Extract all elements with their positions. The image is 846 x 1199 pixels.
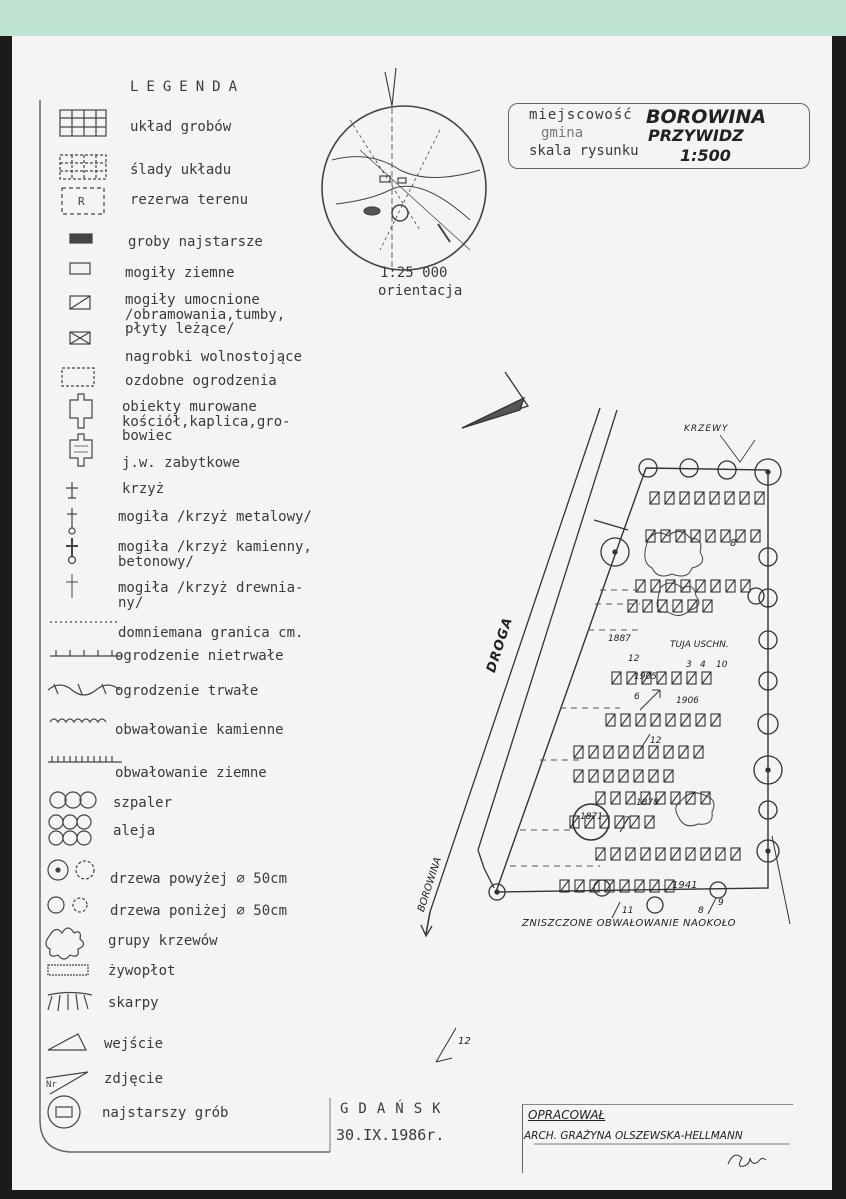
legend-label: ślady układu bbox=[130, 162, 232, 178]
stamp-gmina-value: PRZYWIDZ bbox=[648, 126, 744, 145]
legend-label: ogrodzenie trwałe bbox=[115, 683, 259, 699]
grave-marker-diagonal bbox=[679, 746, 688, 758]
legend-title: LEGENDA bbox=[130, 79, 246, 95]
footer-city: GDAŃSK bbox=[340, 1101, 451, 1117]
grave-marker-diagonal bbox=[694, 746, 703, 758]
photo-number: 12 bbox=[458, 1036, 471, 1047]
legend-label: wejście bbox=[104, 1036, 164, 1052]
grave-marker-diagonal bbox=[664, 746, 673, 758]
small-number: 8 bbox=[730, 538, 737, 549]
small-tree-icon bbox=[48, 897, 87, 913]
grave-marker-diagonal bbox=[703, 600, 712, 612]
grave-marker-diagonal bbox=[687, 672, 696, 684]
road-direction-label: BOROWINA bbox=[416, 856, 444, 914]
legend-label: ogrodzenie nietrwałe bbox=[115, 648, 284, 664]
grave-marker-diagonal bbox=[560, 880, 569, 892]
legend-label: ozdobne ogrodzenia bbox=[125, 373, 277, 389]
legend-label: obiekty murowane kościół,kaplica,gro- bowiec bbox=[122, 399, 291, 445]
grave-marker-diagonal bbox=[681, 714, 690, 726]
legend-label: krzyż bbox=[122, 481, 165, 497]
photo-direction-icon bbox=[46, 1072, 88, 1094]
legend-label: groby najstarsze bbox=[128, 234, 263, 250]
photo-number: 6 bbox=[634, 692, 640, 702]
grave-marker-diagonal bbox=[665, 492, 674, 504]
grave-marker-diagonal bbox=[641, 848, 650, 860]
legend-label: domniemana granica cm. bbox=[118, 625, 304, 641]
small-number: 3 bbox=[686, 660, 692, 670]
grave-marker-diagonal bbox=[696, 714, 705, 726]
stone-embankment-icon bbox=[50, 719, 106, 722]
photo-number: 12 bbox=[650, 736, 662, 746]
grave-markers bbox=[560, 492, 764, 892]
grave-marker-diagonal bbox=[649, 746, 658, 758]
legend-label: drzewa poniżej ∅ 50cm bbox=[110, 903, 288, 919]
grave-marker-diagonal bbox=[645, 816, 654, 828]
grave-marker-diagonal bbox=[710, 492, 719, 504]
grave-marker-diagonal bbox=[596, 792, 605, 804]
grave-marker-diagonal bbox=[741, 580, 750, 592]
grave-year: 1871 bbox=[580, 812, 603, 822]
slope-icon bbox=[48, 993, 92, 1012]
grave-year: 1905 bbox=[634, 672, 657, 682]
legend-label: aleja bbox=[113, 823, 156, 839]
perimeter-trees bbox=[489, 459, 782, 913]
legend-label: mogiła /krzyż kamienny, betonowy/ bbox=[118, 539, 312, 570]
entrance-icon bbox=[48, 1034, 86, 1050]
legend-label: j.w. zabytkowe bbox=[122, 455, 241, 471]
grave-marker-diagonal bbox=[671, 848, 680, 860]
grave-marker-diagonal bbox=[731, 848, 740, 860]
legend-label: obwałowanie ziemne bbox=[115, 765, 267, 781]
grave-marker-diagonal bbox=[596, 848, 605, 860]
grave-marker-diagonal bbox=[646, 530, 655, 542]
photo-number: 11 bbox=[622, 906, 634, 916]
earth-embankment-icon bbox=[48, 756, 122, 762]
reinforced-grave-icon bbox=[70, 296, 90, 309]
legend-label: mogiła /krzyż metalowy/ bbox=[118, 509, 312, 525]
grave-marker-diagonal bbox=[604, 770, 613, 782]
road-label: DROGA bbox=[484, 615, 517, 675]
footer-date: 30.IX.1986r. bbox=[336, 1126, 445, 1144]
grave-year: 1941 bbox=[672, 880, 698, 891]
grave-marker-diagonal bbox=[621, 714, 630, 726]
legend-label: skarpy bbox=[108, 995, 159, 1011]
grave-marker-diagonal bbox=[726, 580, 735, 592]
author-name: ARCH. GRAŻYNA OLSZEWSKA-HELLMANN bbox=[524, 1130, 743, 1142]
temporary-fence-icon bbox=[50, 650, 122, 656]
grave-marker-diagonal bbox=[604, 746, 613, 758]
shrubs-label: KRZEWY bbox=[684, 424, 729, 434]
wooden-cross-grave-icon bbox=[66, 574, 78, 598]
grave-marker-diagonal bbox=[626, 848, 635, 860]
legend-label: układ grobów bbox=[130, 119, 232, 135]
grave-marker-diagonal bbox=[706, 530, 715, 542]
alley-icon bbox=[49, 815, 91, 845]
legend-label: mogiła /krzyż drewnia- ny/ bbox=[118, 580, 304, 611]
grave-marker-diagonal bbox=[589, 746, 598, 758]
legend-label: najstarszy grób bbox=[102, 1105, 229, 1121]
grave-marker-diagonal bbox=[701, 848, 710, 860]
destroyed-embankment-label: ZNISZCZONE OBWAŁOWANIE NAOKOŁO bbox=[522, 918, 736, 929]
grave-marker-diagonal bbox=[686, 848, 695, 860]
grave-marker-diagonal bbox=[628, 600, 637, 612]
grave-year: 1906 bbox=[676, 696, 699, 706]
prepared-by-label: OPRACOWAŁ bbox=[528, 1108, 606, 1122]
grave-marker-diagonal bbox=[672, 672, 681, 684]
stamp-scale-value: 1:500 bbox=[680, 146, 731, 165]
photo-number: 12 bbox=[628, 654, 640, 664]
masonry-building-icon bbox=[70, 394, 92, 428]
grid-traces-icon bbox=[60, 155, 106, 179]
stamp-place-value: BOROWINA bbox=[646, 106, 767, 128]
grave-marker-diagonal bbox=[656, 848, 665, 860]
grave-marker-diagonal bbox=[664, 770, 673, 782]
grave-marker-diagonal bbox=[615, 816, 624, 828]
legend-label: żywopłot bbox=[108, 963, 176, 979]
grave-marker-diagonal bbox=[658, 600, 667, 612]
grave-marker-diagonal bbox=[574, 770, 583, 782]
oldest-graves-icon bbox=[70, 234, 92, 243]
hedge-icon bbox=[48, 965, 88, 975]
stone-cross-grave-icon bbox=[66, 538, 78, 564]
grave-marker-diagonal bbox=[695, 492, 704, 504]
grave-marker-diagonal bbox=[650, 492, 659, 504]
grave-marker-diagonal bbox=[619, 746, 628, 758]
svg-text:R: R bbox=[78, 195, 85, 208]
grave-marker-diagonal bbox=[716, 848, 725, 860]
legend-label: drzewa powyżej ∅ 50cm bbox=[110, 871, 288, 887]
grave-marker-diagonal bbox=[751, 530, 760, 542]
small-number: 10 bbox=[716, 660, 728, 670]
grave-marker-diagonal bbox=[736, 530, 745, 542]
grave-marker-diagonal bbox=[589, 770, 598, 782]
stamp-scale-label: skala rysunku bbox=[529, 143, 639, 159]
reserve-area-icon bbox=[62, 188, 104, 214]
grave-marker-diagonal bbox=[711, 714, 720, 726]
legend-label: rezerwa terenu bbox=[130, 192, 249, 208]
grave-marker-diagonal bbox=[611, 848, 620, 860]
grave-marker-diagonal bbox=[666, 714, 675, 726]
grave-marker-diagonal bbox=[651, 580, 660, 592]
legend-label: nagrobki wolnostojące bbox=[125, 349, 303, 365]
oldest-grave-icon bbox=[48, 1096, 80, 1128]
large-tree-icon bbox=[48, 860, 94, 880]
grave-marker-diagonal bbox=[636, 714, 645, 726]
grave-marker-diagonal bbox=[673, 600, 682, 612]
svg-text:Nr: Nr bbox=[46, 1080, 57, 1090]
legend-label: mogiły umocnione /obramowania,tumby, płyty leżące/ bbox=[125, 292, 286, 338]
photo-number: 8 bbox=[698, 906, 704, 916]
grave-marker-diagonal bbox=[574, 746, 583, 758]
permanent-fence-icon bbox=[48, 684, 120, 695]
grave-marker-diagonal bbox=[643, 600, 652, 612]
grave-marker-diagonal bbox=[740, 492, 749, 504]
legend-label: szpaler bbox=[113, 795, 173, 811]
historic-building-icon bbox=[70, 434, 92, 466]
grave-marker-diagonal bbox=[651, 714, 660, 726]
decorative-fence-icon bbox=[62, 368, 94, 386]
grave-marker-diagonal bbox=[688, 600, 697, 612]
grave-marker-diagonal bbox=[649, 770, 658, 782]
legend-label: zdjęcie bbox=[104, 1071, 164, 1087]
grave-marker-diagonal bbox=[696, 580, 705, 592]
grave-marker-diagonal bbox=[630, 816, 639, 828]
dead-thuja-label: TUJA USCHN. bbox=[670, 640, 729, 650]
stamp-place-label: miejscowość bbox=[529, 107, 633, 123]
grave-marker-diagonal bbox=[711, 580, 720, 592]
legend-label: obwałowanie kamienne bbox=[115, 722, 284, 738]
orientation-scale: 1:25 000 bbox=[380, 265, 448, 281]
grave-marker-diagonal bbox=[702, 672, 711, 684]
grave-year: 1887 bbox=[608, 634, 631, 644]
earth-grave-icon bbox=[70, 263, 90, 274]
grave-marker-diagonal bbox=[755, 492, 764, 504]
metal-cross-grave-icon bbox=[67, 508, 77, 534]
grave-marker-diagonal bbox=[666, 580, 675, 592]
shrub-group-icon bbox=[46, 928, 84, 959]
grave-marker-diagonal bbox=[657, 672, 666, 684]
grave-marker-diagonal bbox=[725, 492, 734, 504]
grave-marker-diagonal bbox=[619, 770, 628, 782]
orientation-map bbox=[322, 68, 486, 270]
grave-marker-diagonal bbox=[570, 816, 579, 828]
legend-label: grupy krzewów bbox=[108, 933, 218, 949]
grave-marker-diagonal bbox=[634, 770, 643, 782]
grave-marker-diagonal bbox=[680, 492, 689, 504]
road bbox=[421, 408, 628, 936]
grave-marker-diagonal bbox=[721, 530, 730, 542]
freestanding-tombstone-icon bbox=[70, 332, 90, 344]
photo-number: 7 bbox=[624, 816, 630, 826]
grave-marker-diagonal bbox=[611, 792, 620, 804]
tree-row-icon bbox=[50, 792, 96, 808]
small-number: 4 bbox=[700, 660, 706, 670]
grave-marker-diagonal bbox=[612, 672, 621, 684]
grave-grid-icon bbox=[60, 110, 106, 136]
north-arrow bbox=[462, 372, 528, 428]
orientation-caption: orientacja bbox=[378, 283, 463, 299]
legend-label: mogiły ziemne bbox=[125, 265, 235, 281]
grave-marker-diagonal bbox=[606, 714, 615, 726]
grave-year: 1878 bbox=[636, 798, 659, 808]
photo-number: 9 bbox=[718, 898, 724, 908]
dashed-lines bbox=[510, 590, 640, 866]
cross-icon bbox=[66, 482, 78, 498]
stamp-gmina-label: gmina bbox=[541, 125, 584, 141]
grave-marker-diagonal bbox=[626, 792, 635, 804]
